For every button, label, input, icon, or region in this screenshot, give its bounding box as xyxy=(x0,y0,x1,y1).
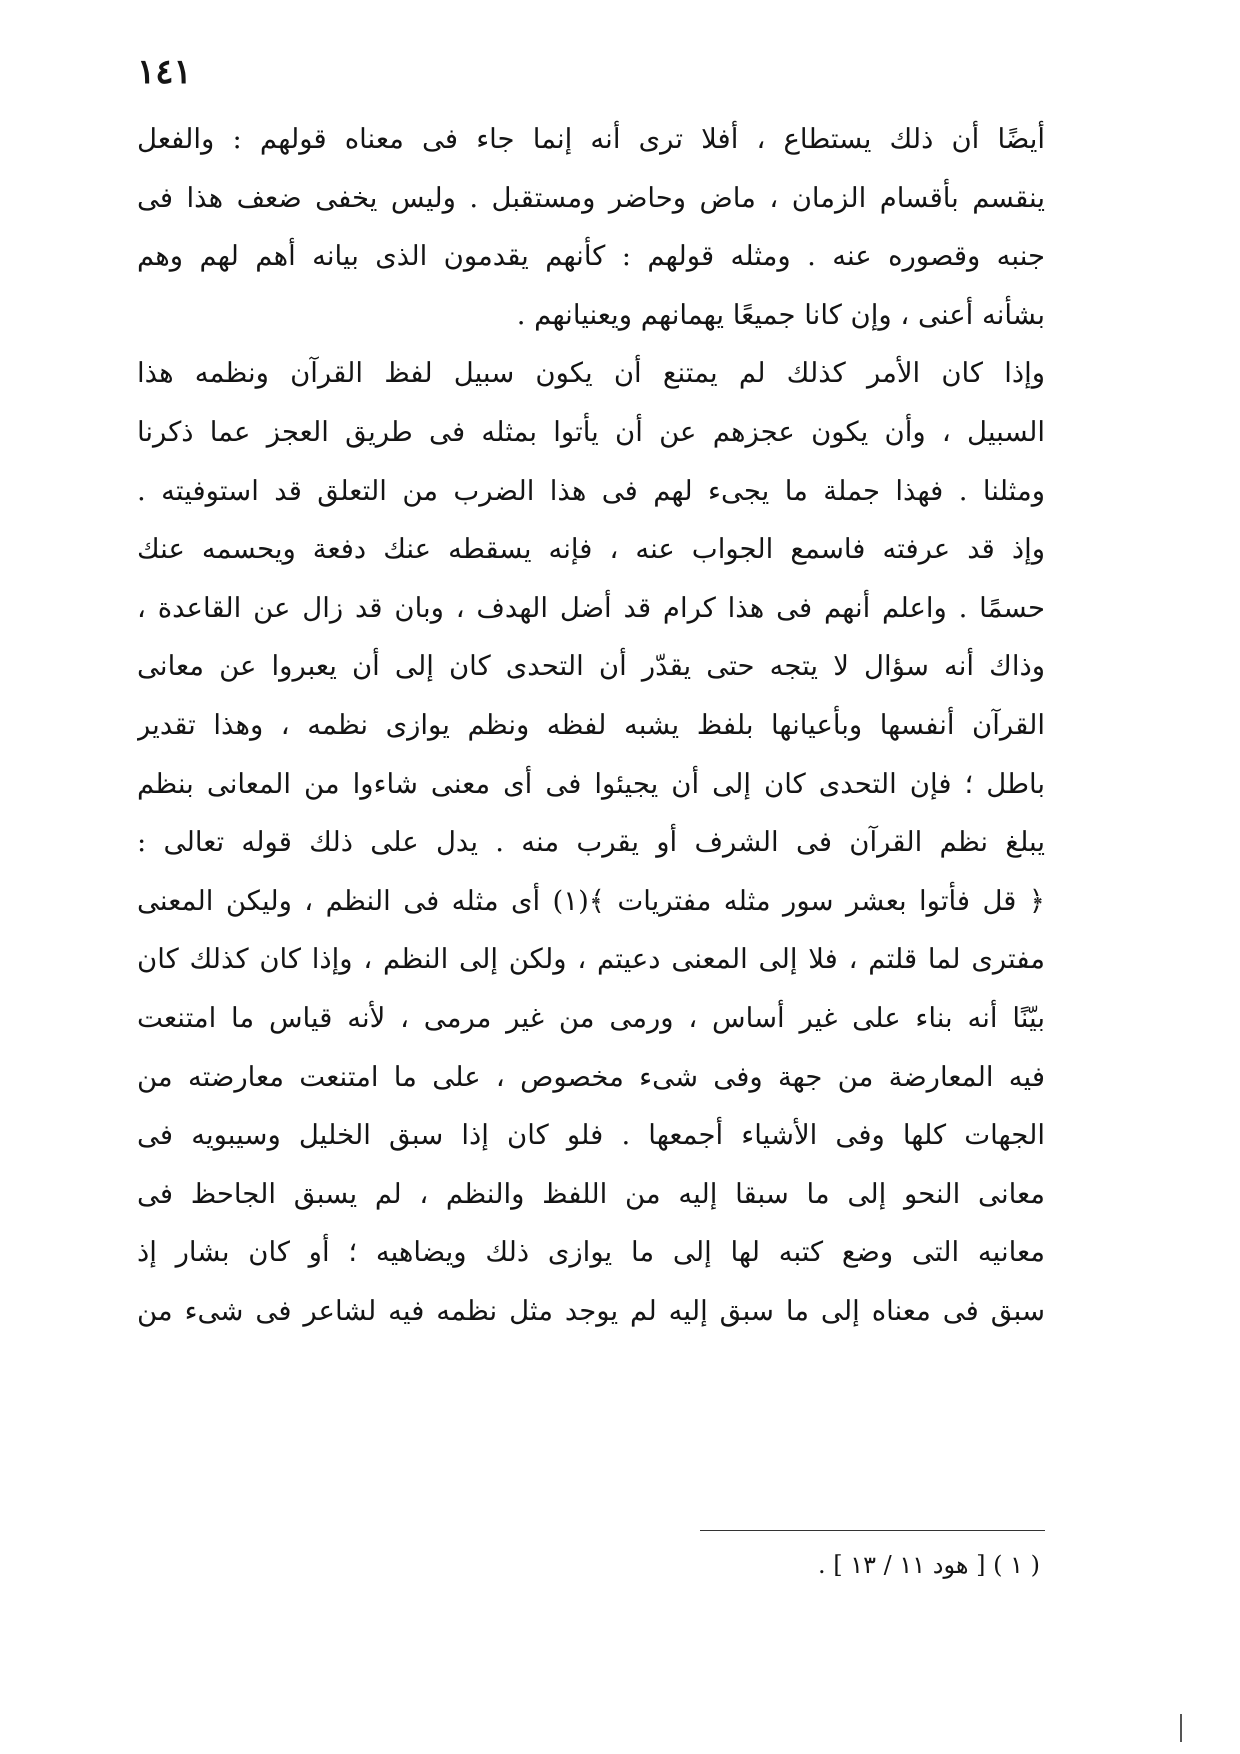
page-number: ١٤١ xyxy=(137,52,192,92)
text-line: يبلغ نظم القرآن فى الشرف أو يقرب منه . يدل على ذلك قوله تعالى : xyxy=(137,826,1045,859)
text-line: مفترى لما قلتم ، فلا إلى المعنى دعيتم ، ولكن إلى النظم ، وإذا كان كذلك كان xyxy=(137,943,1045,976)
footnote: ( ١ ) [ هود ١١ / ١٣ ] . xyxy=(817,1551,1040,1579)
text-line: باطل ؛ فإن التحدى كان إلى أن يجيئوا فى أى معنى شاءوا من المعانى بنظم xyxy=(137,767,1045,800)
text-line: وإذا كان الأمر كذلك لم يمتنع أن يكون سبيل لفظ القرآن ونظمه هذا xyxy=(137,357,1045,390)
text-line: وذاك أنه سؤال لا يتجه حتى يقدّر أن التحدى كان إلى أن يعبروا عن معانى xyxy=(137,650,1045,683)
text-line: فيه المعارضة من جهة وفى شىء مخصوص ، على ما امتنعت معارضته من xyxy=(137,1060,1045,1093)
text-line: بيّنًا أنه بناء على غير أساس ، ورمى من غير مرمى ، لأنه قياس ما امتنعت xyxy=(137,1001,1045,1034)
body-text xyxy=(137,110,1045,1340)
text-line: السبيل ، وأن يكون عجزهم عن أن يأتوا بمثله فى طريق العجز عما ذكرنا xyxy=(137,415,1045,448)
footnote-divider xyxy=(700,1530,1045,1531)
scan-artifact-mark xyxy=(1180,1714,1182,1742)
text-line: حسمًا . واعلم أنهم فى هذا كرام قد أضل الهدف ، وبان قد زال عن القاعدة ، xyxy=(137,591,1045,624)
text-line: أيضًا أن ذلك يستطاع ، أفلا ترى أنه إنما جاء فى معناه قولهم : والفعل xyxy=(137,123,1045,155)
text-line: سبق فى معناه إلى ما سبق إليه لم يوجد مثل نظمه فيه لشاعر فى شىء من xyxy=(137,1294,1045,1327)
text-line: وإذ قد عرفته فاسمع الجواب عنه ، فإنه يسقطه عنك دفعة ويحسمه عنك xyxy=(137,533,1045,566)
text-line: ﴿ قل فأتوا بعشر سور مثله مفتريات ﴾(١) أى مثله فى النظم ، وليكن المعنى xyxy=(137,884,1045,917)
text-line: معانى النحو إلى ما سبقا إليه من اللفظ والنظم ، لم يسبق الجاحظ فى xyxy=(137,1177,1045,1210)
text-line: جنبه وقصوره عنه . ومثله قولهم : كأنهم يقدمون الذى بيانه أهم لهم وهم xyxy=(137,240,1045,273)
text-line: معانيه التى وضع كتبه لها إلى ما يوازى ذلك ويضاهيه ؛ أو كان بشار إذ xyxy=(137,1236,1045,1269)
text-line: بشأنه أعنى ، وإن كانا جميعًا يهمانهم ويعنيانهم . xyxy=(516,298,1045,331)
text-line: الجهات كلها وفى الأشياء أجمعها . فلو كان إذا سبق الخليل وسيبويه فى xyxy=(137,1119,1045,1152)
text-line: القرآن أنفسها وبأعيانها بلفظ يشبه لفظه ونظم يوازى نظمه ، وهذا تقدير xyxy=(137,708,1045,741)
text-line: ينقسم بأقسام الزمان ، ماض وحاضر ومستقبل . وليس يخفى ضعف هذا فى xyxy=(137,181,1045,214)
text-line: ومثلنا . فهذا جملة ما يجىء لهم فى هذا الضرب من التعلق قد استوفيته . xyxy=(137,474,1045,507)
